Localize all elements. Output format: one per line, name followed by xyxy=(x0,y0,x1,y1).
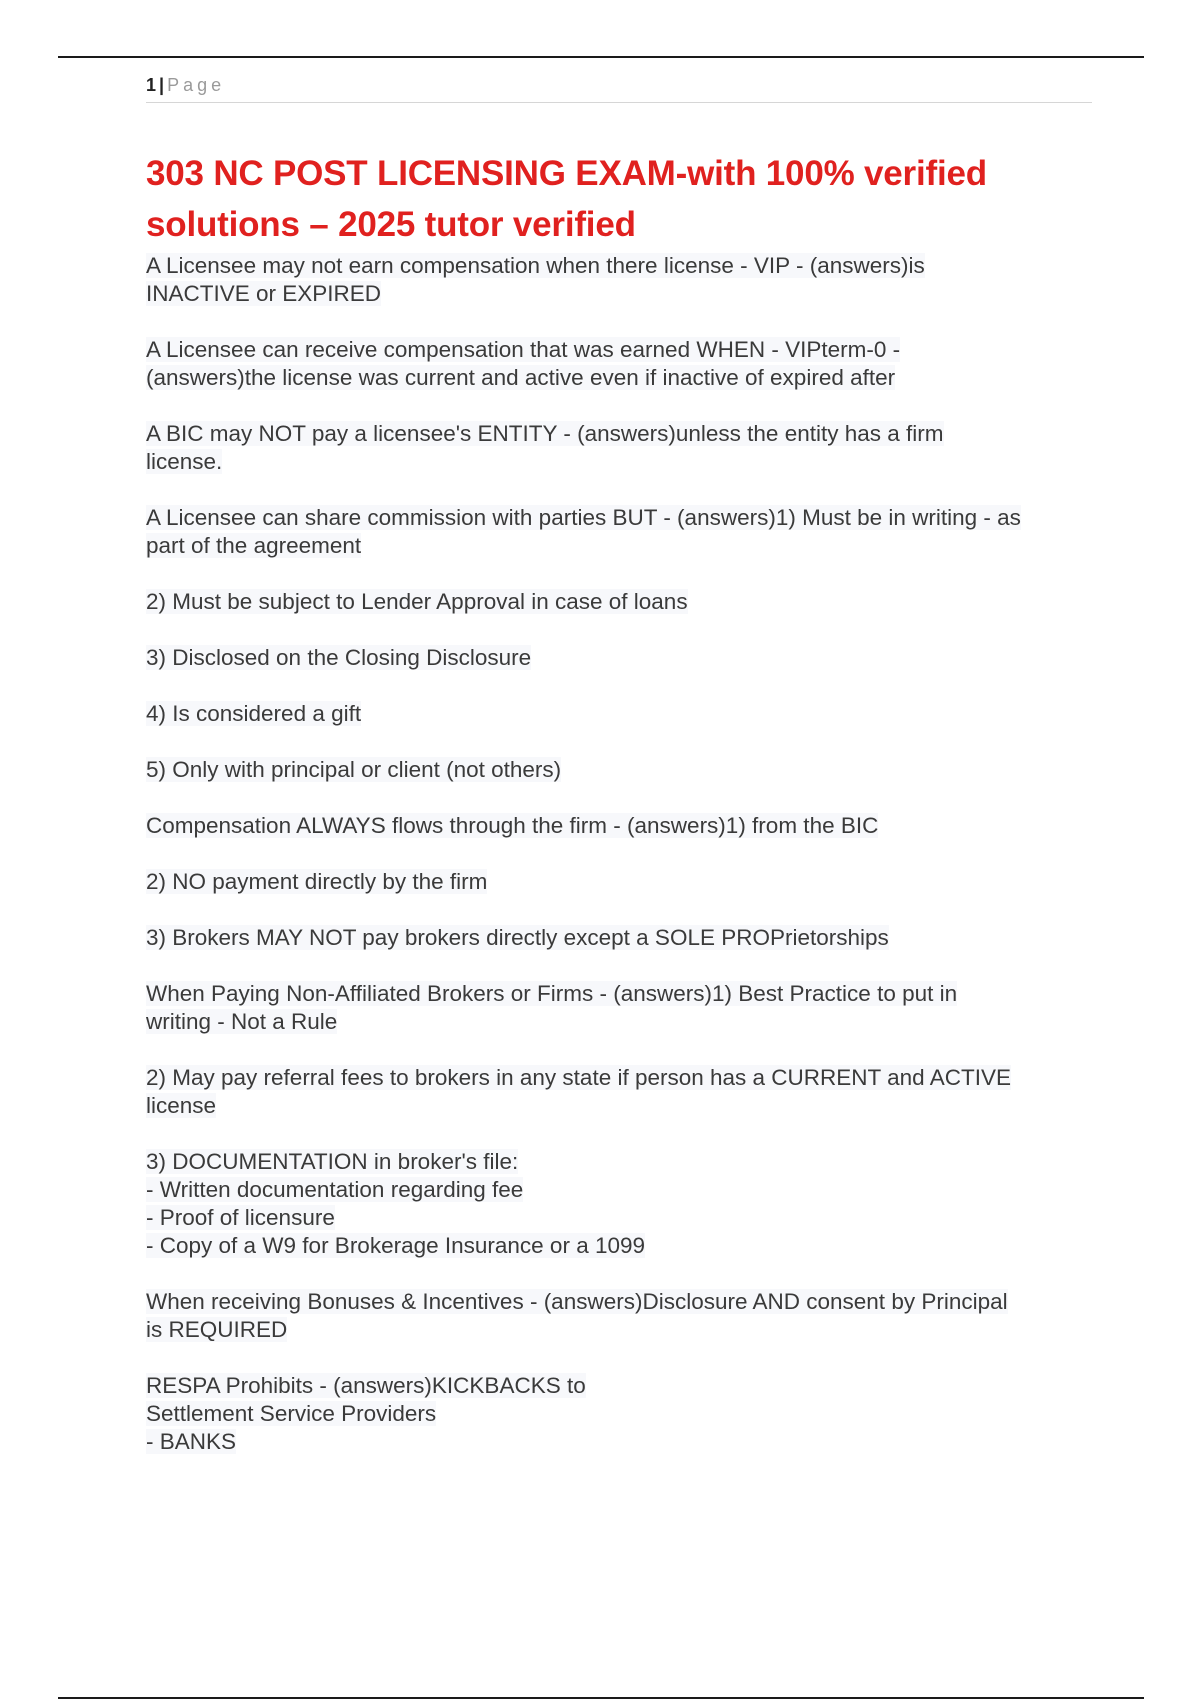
qa-entry-text: A Licensee can share commission with parties BUT - (answers)1) Must be in writing - as part of the agreement xyxy=(146,505,1021,558)
qa-entry-text: 3) Disclosed on the Closing Disclosure xyxy=(146,645,532,670)
qa-entry-text: 2) May pay referral fees to brokers in any state if person has a CURRENT and ACTIVE license xyxy=(146,1065,1011,1118)
qa-entry xyxy=(146,1064,1106,1120)
qa-entry-text: 2) NO payment directly by the firm xyxy=(146,869,488,894)
page-label: Page xyxy=(167,75,226,95)
qa-entry xyxy=(146,420,1106,476)
qa-entry-text: 4) Is considered a gift xyxy=(146,701,362,726)
page-header xyxy=(146,74,1092,103)
qa-list xyxy=(146,252,1106,1456)
document-title: 303 NC POST LICENSING EXAM-with 100% verified solutions – 2025 tutor verified xyxy=(146,154,987,244)
qa-entry-text: A Licensee can receive compensation that was earned WHEN - VIPterm-0 - (answers)the license was current and active even if inactive of expired after xyxy=(146,337,901,390)
qa-entry xyxy=(146,756,1106,784)
qa-entry-text: 3) DOCUMENTATION in broker's file: - Written documentation regarding fee - Proof of licensure - Copy of a W9 for Brokerage Insurance or a 1099 xyxy=(146,1149,646,1258)
qa-entry-text: When Paying Non-Affiliated Brokers or Firms - (answers)1) Best Practice to put in writing - Not a Rule xyxy=(146,981,958,1034)
qa-entry-text: 5) Only with principal or client (not others) xyxy=(146,757,562,782)
qa-entry-text: Compensation ALWAYS flows through the firm - (answers)1) from the BIC xyxy=(146,813,879,838)
qa-entry xyxy=(146,336,1106,392)
qa-entry-text: RESPA Prohibits - (answers)KICKBACKS to Settlement Service Providers - BANKS xyxy=(146,1373,586,1454)
qa-entry xyxy=(146,980,1106,1036)
qa-entry-text: 2) Must be subject to Lender Approval in case of loans xyxy=(146,589,688,614)
document-body xyxy=(146,148,1106,1484)
page-number: 1 xyxy=(146,75,157,95)
page-separator: | xyxy=(159,75,165,95)
qa-entry xyxy=(146,924,1106,952)
qa-entry xyxy=(146,868,1106,896)
qa-entry xyxy=(146,252,1106,308)
qa-entry-text: A Licensee may not earn compensation when there license - VIP - (answers)is INACTIVE or EXPIRED xyxy=(146,253,925,306)
qa-entry xyxy=(146,1288,1106,1344)
qa-entry xyxy=(146,700,1106,728)
qa-entry-text: A BIC may NOT pay a licensee's ENTITY - (answers)unless the entity has a firm license. xyxy=(146,421,944,474)
qa-entry xyxy=(146,1372,1106,1456)
qa-entry-text: 3) Brokers MAY NOT pay brokers directly except a SOLE PROPrietorships xyxy=(146,925,889,950)
qa-entry-text: When receiving Bonuses & Incentives - (answers)Disclosure AND consent by Principal is REQUIRED xyxy=(146,1289,1008,1342)
qa-entry xyxy=(146,1148,1106,1260)
qa-entry xyxy=(146,644,1106,672)
top-rule xyxy=(58,56,1144,58)
qa-entry xyxy=(146,812,1106,840)
qa-entry xyxy=(146,504,1106,560)
qa-entry xyxy=(146,588,1106,616)
bottom-rule xyxy=(58,1697,1144,1699)
